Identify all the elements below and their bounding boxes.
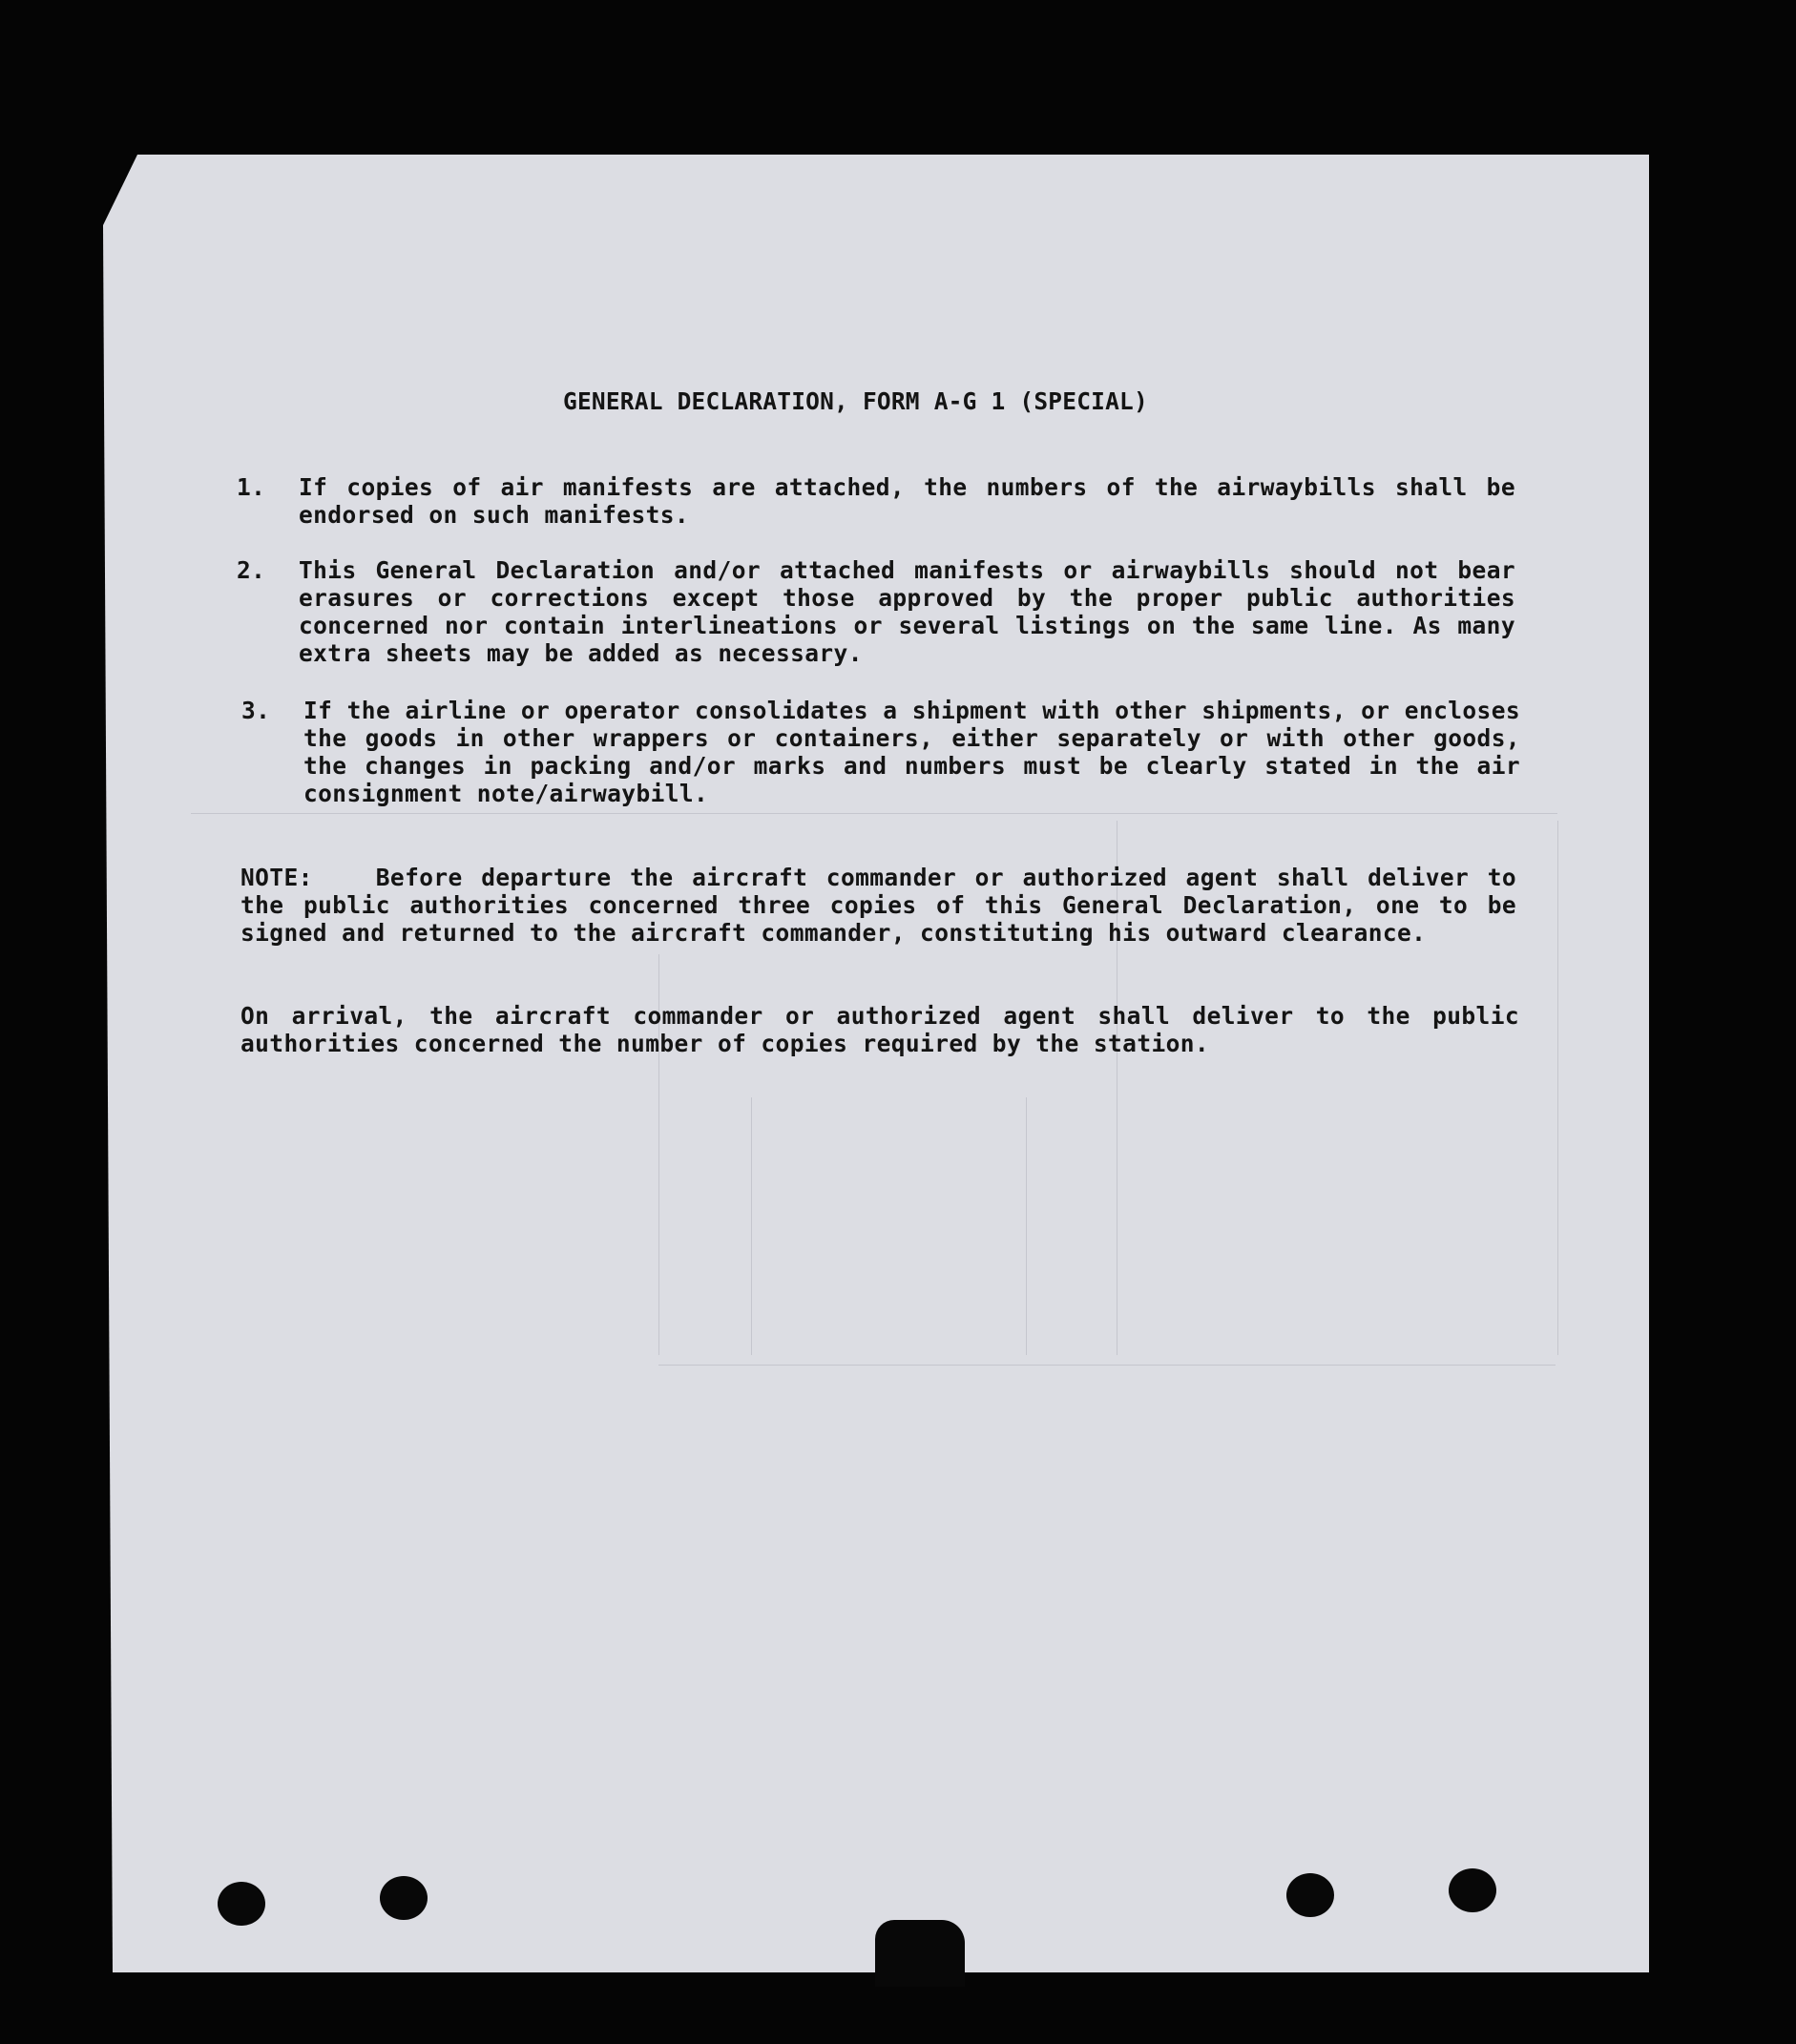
instruction-item — [237, 473, 1515, 529]
item-text: This General Declaration and/or attached manifests or airwaybills should not bear erasures or corrections except those approved by the proper public authorities concerned nor contain interlineations or several listings on the same line. As many extra sheets may be added as necessary. — [299, 556, 1515, 667]
document-title: GENERAL DECLARATION, FORM A-G 1 (SPECIAL) — [563, 387, 1148, 415]
instruction-item — [237, 556, 1515, 667]
item-text: If copies of air manifests are attached, the numbers of the airwaybills shall be endorsed on such manifests. — [299, 473, 1515, 529]
paper-sheet — [103, 155, 1649, 1972]
binder-clip-shadow — [875, 1920, 965, 1987]
bleed-through-line — [658, 1365, 1556, 1366]
bleed-through-line — [751, 1097, 752, 1355]
note-label: NOTE: — [240, 864, 313, 891]
bleed-through-line — [1557, 821, 1558, 1355]
instruction-item — [241, 697, 1520, 807]
item-text: If the airline or operator consolidates a shipment with other shipments, or encloses the goods in other wrappers or containers, either separately or with other goods, the changes in packing and/or marks and numbers must be clearly stated in the air consignment note/airwaybill. — [303, 697, 1520, 807]
note-text: Before departure the aircraft commander or authorized agent shall deliver to the public authorities concerned three copies of this General Declaration, one to be signed and returned to the aircraft commander, constituting his outward clearance. — [240, 864, 1516, 947]
item-number: 2. — [237, 556, 266, 584]
punch-hole — [1449, 1868, 1496, 1912]
bleed-through-line — [1026, 1097, 1027, 1355]
arrival-paragraph: On arrival, the aircraft commander or authorized agent shall deliver to the public authorities concerned the number of copies required by the station. — [240, 1002, 1519, 1057]
note-paragraph — [240, 864, 1516, 947]
bleed-through-line — [191, 813, 1557, 814]
punch-hole — [218, 1882, 265, 1926]
punch-hole — [1286, 1873, 1334, 1917]
item-number: 3. — [241, 697, 271, 724]
punch-hole — [380, 1876, 428, 1920]
item-number: 1. — [237, 473, 266, 501]
